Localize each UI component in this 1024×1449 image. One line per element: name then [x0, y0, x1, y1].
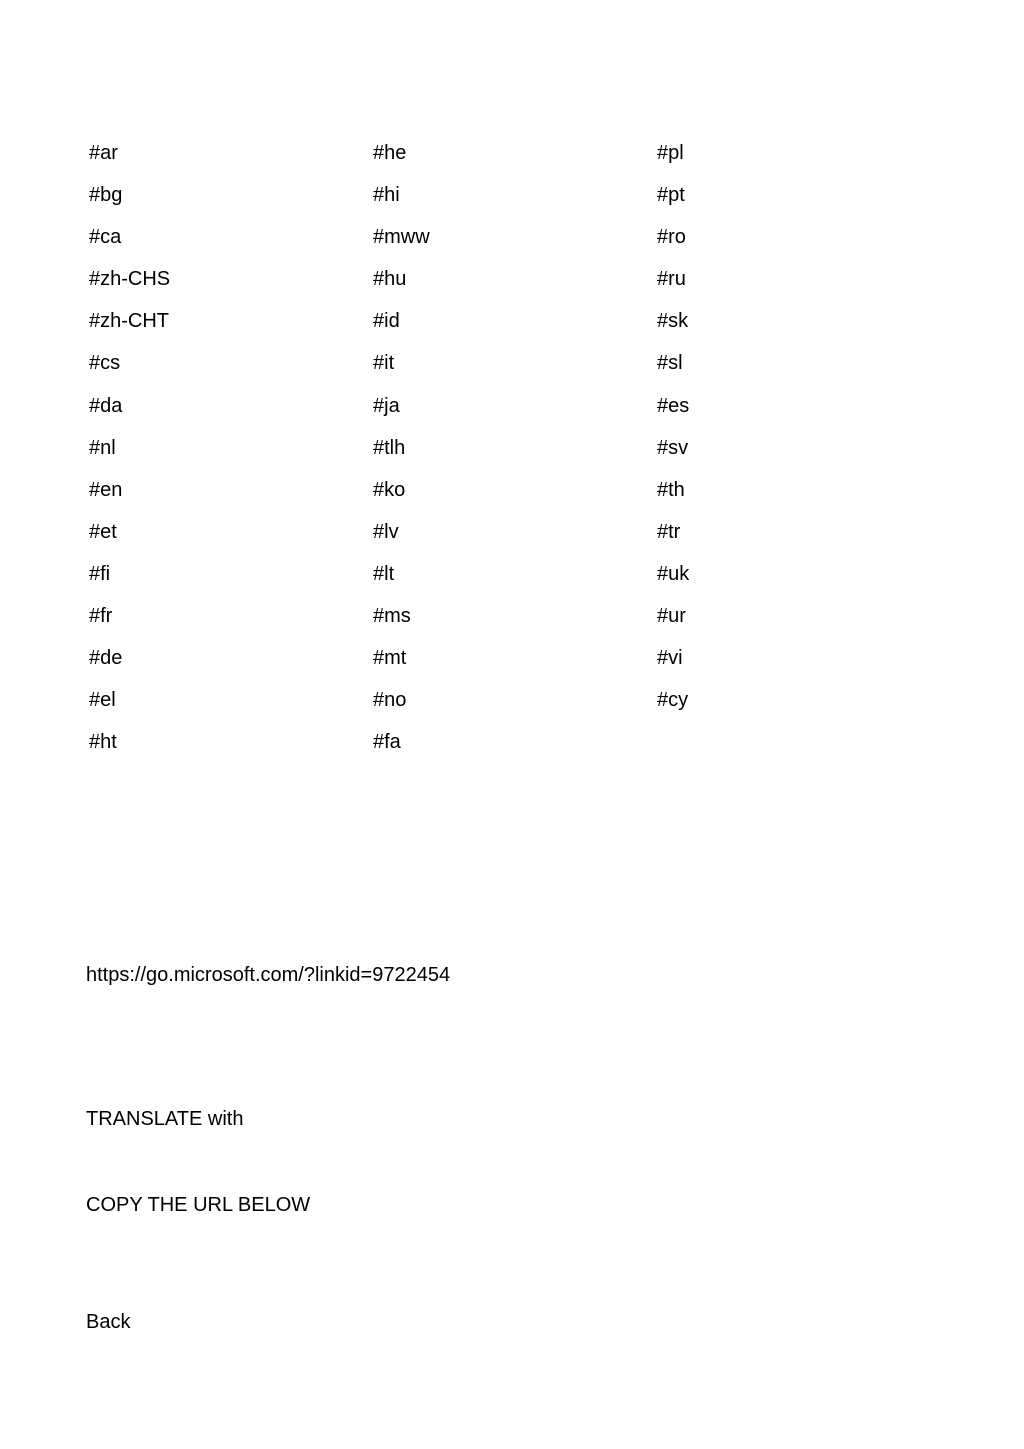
language-link-ur[interactable]: #ur: [657, 605, 686, 628]
language-link-mww[interactable]: #mww: [373, 226, 430, 249]
language-link-uk[interactable]: #uk: [657, 562, 690, 585]
back-link[interactable]: Back: [86, 1311, 131, 1333]
translation-url[interactable]: https://go.microsoft.com/?linkid=9722454: [86, 964, 451, 986]
language-link-cs[interactable]: #cs: [89, 352, 121, 375]
language-link-ro[interactable]: #ro: [657, 226, 686, 249]
language-link-mt[interactable]: #mt: [373, 647, 407, 670]
language-link-id[interactable]: #id: [373, 310, 400, 333]
language-link-ja[interactable]: #ja: [373, 394, 400, 417]
language-link-zh-chs[interactable]: #zh-CHS: [89, 268, 171, 291]
language-link-lt[interactable]: #lt: [373, 562, 395, 585]
language-link-it[interactable]: #it: [373, 352, 395, 375]
language-link-es[interactable]: #es: [657, 394, 690, 417]
language-link-en[interactable]: #en: [89, 478, 123, 501]
language-link-sk[interactable]: #sk: [657, 310, 689, 333]
copy-url-label: COPY THE URL BELOW: [86, 1194, 311, 1216]
language-link-pl[interactable]: #pl: [657, 142, 684, 164]
language-link-de[interactable]: #de: [89, 647, 123, 670]
language-link-no[interactable]: #no: [373, 689, 407, 712]
language-link-ms[interactable]: #ms: [373, 605, 411, 628]
language-link-table: [89, 138, 949, 769]
language-link-bg[interactable]: #bg: [89, 184, 123, 207]
language-link-lv[interactable]: #lv: [373, 520, 399, 543]
language-link-fi[interactable]: #fi: [89, 562, 111, 585]
language-link-fa[interactable]: #fa: [373, 731, 401, 754]
language-link-fr[interactable]: #fr: [89, 605, 113, 628]
language-link-el[interactable]: #el: [89, 689, 116, 712]
language-link-ko[interactable]: #ko: [373, 478, 406, 501]
language-link-vi[interactable]: #vi: [657, 647, 683, 670]
language-link-ht[interactable]: #ht: [89, 731, 117, 754]
language-link-da[interactable]: #da: [89, 394, 123, 417]
language-link-ru[interactable]: #ru: [657, 268, 686, 291]
language-link-et[interactable]: #et: [89, 520, 117, 543]
language-link-ca[interactable]: #ca: [89, 226, 122, 249]
language-link-sl[interactable]: #sl: [657, 352, 683, 375]
language-link-tlh[interactable]: #tlh: [373, 436, 406, 459]
language-link-hu[interactable]: #hu: [373, 268, 407, 291]
language-link-zh-cht[interactable]: #zh-CHT: [89, 310, 170, 333]
language-link-sv[interactable]: #sv: [657, 436, 689, 459]
language-link-ar[interactable]: #ar: [89, 142, 118, 164]
language-link-nl[interactable]: #nl: [89, 436, 116, 459]
translate-with-label: TRANSLATE with: [86, 1108, 244, 1130]
language-link-he[interactable]: #he: [373, 142, 407, 164]
language-link-tr[interactable]: #tr: [657, 520, 681, 543]
language-link-cy[interactable]: #cy: [657, 689, 689, 712]
language-link-th[interactable]: #th: [657, 478, 685, 501]
language-link-pt[interactable]: #pt: [657, 184, 685, 207]
language-link-hi[interactable]: #hi: [373, 184, 400, 207]
